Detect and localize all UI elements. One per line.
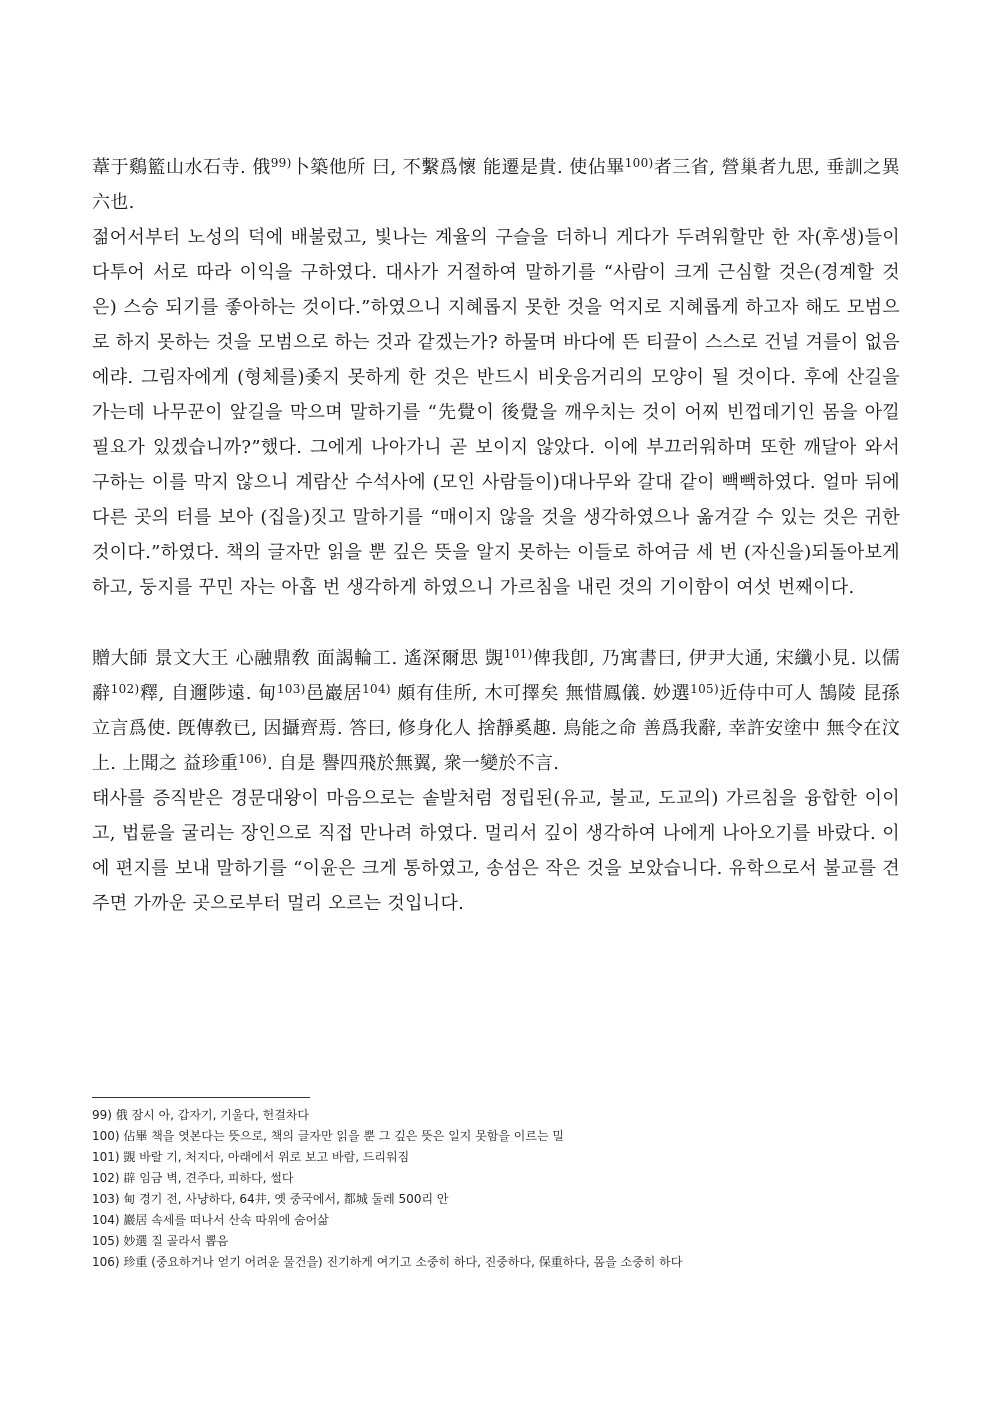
classical-text-1: 葦于鷄籃山水石寺. 俄$^{99)}$卜築他所 曰, 不繫爲懷 能遷是貴. 使佔畢$^{100)}$者三省, 營巢者九思, 垂訓之異六也. — [92, 156, 901, 213]
footnote: 102) 辟 임금 벽, 견주다, 피하다, 썰다 — [92, 1171, 294, 1185]
footnote-marker: 102) — [110, 682, 140, 696]
footnote-marker: 106) — [238, 752, 267, 766]
footnotes — [92, 1105, 900, 1273]
footnote: 104) 巖居 속세를 떠나서 산속 따위에 숨어삶 — [92, 1213, 329, 1227]
korean-translation-1: 젊어서부터 노성의 덕에 배불렀고, 빛나는 계율의 구슬을 더하니 게다가 두려워할만 한 자(후생)들이 다투어 서로 따라 이익을 구하였다. 대사가 거절하여 말하기를 “사람이 크게 근심할 것은(경계할 것은) 스승 되기를 좋아하는 것이다.”하였으니 지혜롭지 못한 것을 억지로 지혜롭게 하고자 해도 모범으로 하지 못하는 것을 모범으로 하는 것과 같겠는가? 하물며 바다에 뜬 티끌이 스스로 건널 겨를이 없음에랴. 그림자에게 (형체를)좇지 못하게 한 것은 반드시 비웃음거리의 모양이 될 것이다. 후에 산길을 가는데 나무꾼이 앞길을 막으며 말하기를 “先覺이 後覺을 깨우치는 것이 어찌 빈껍데기인 몸을 아낄 필요가 있겠습니까?”했다. 그에게 나아가니 곧 보이지 않았다. 이에 부끄러워하며 또한 깨달아 와서 구하는 이를 막지 않으니 계람산 수석사에 (모인 사람들이)대나무와 갈대 같이 빽빽하였다. 얼마 뒤에 다른 곳의 터를 보아 (집을)짓고 말하기를 “매이지 않을 것을 생각하였으나 옮겨갈 수 있는 것은 귀한 것이다.”하였다. 책의 글자만 읽을 뿐 깊은 뜻을 알지 못하는 이들로 하여금 세 번 (자신을)되돌아보게 하고, 둥지를 꾸민 자는 아홉 번 생각하게 하였으니 가르침을 내린 것의 기이함이 여섯 번째이다. — [92, 227, 900, 598]
footnote-marker: 101) — [503, 647, 533, 661]
footnote-marker: 103) — [276, 682, 306, 696]
footnote: 103) 甸 경기 전, 사냥하다, 64井, 옛 중국에서, 都城 둘레 500리 안 — [92, 1192, 449, 1206]
footnote: 101) 覬 바랄 기, 처지다, 아래에서 위로 보고 바람, 드리워짐 — [92, 1150, 410, 1164]
document-body — [92, 150, 900, 921]
footnote-marker: 100) — [624, 156, 654, 170]
footnote: 105) 妙選 질 골라서 뽑음 — [92, 1234, 229, 1248]
footnote: 100) 佔畢 책을 엿본다는 뜻으로, 책의 글자만 읽을 뿐 그 깊은 뜻은 일지 못함을 이르는 밀 — [92, 1129, 564, 1143]
footnote-marker: 105) — [690, 682, 719, 696]
footnote-separator — [92, 1097, 310, 1098]
footnote-marker: 99) — [270, 156, 292, 170]
footnote: 99) 俄 잠시 아, 갑자기, 기울다, 헌걸차다 — [92, 1108, 309, 1122]
paragraph-gap — [92, 605, 900, 641]
footnote-marker: 104) — [362, 682, 391, 696]
korean-translation-2: 태사를 증직받은 경문대왕이 마음으로는 솥발처럼 정립된(유교, 불교, 도교의) 가르침을 융합한 이이고, 법륜을 굴리는 장인으로 직접 만나려 하였다. 멀리서 깊이 생각하여 나에게 나아오기를 바랐다. 이에 편지를 보내 말하기를 “이윤은 크게 통하였고, 송섬은 작은 것을 보았습니다. 유학으로서 불교를 견주면 가까운 곳으로부터 멀리 오르는 것입니다. — [92, 788, 900, 914]
classical-text-2: 贈大師 景文大王 心融鼎敎 面謁輪工. 遙深爾思 覬$^{101)}$俾我卽, 乃寓書曰, 伊尹大通, 宋纖小見. 以儒辭$^{102)}$釋, 自邇陟遠. 甸$^{103)}$邑巖居$^{104)}$ 頗有佳所, 木可擇矣 無惜鳳儀. 妙選$^{105)}$近侍中可人 鵠陵 昆孫 立言爲使. 旣傳敎已, 因攝齊焉. 答曰, 修身化人 捨靜奚趣. 鳥能之命 善爲我辭, 幸許安塗中 無令在汶上. 上聞之 益珍重$^{106)}$. 自是 譽四飛於無翼, 衆一變於不言. — [92, 647, 900, 774]
footnote: 106) 珍重 (중요하거나 얻기 어려운 물건을) 진기하게 여기고 소중히 하다, 진중하다, 保重하다, 몸을 소중히 하다 — [92, 1255, 683, 1269]
